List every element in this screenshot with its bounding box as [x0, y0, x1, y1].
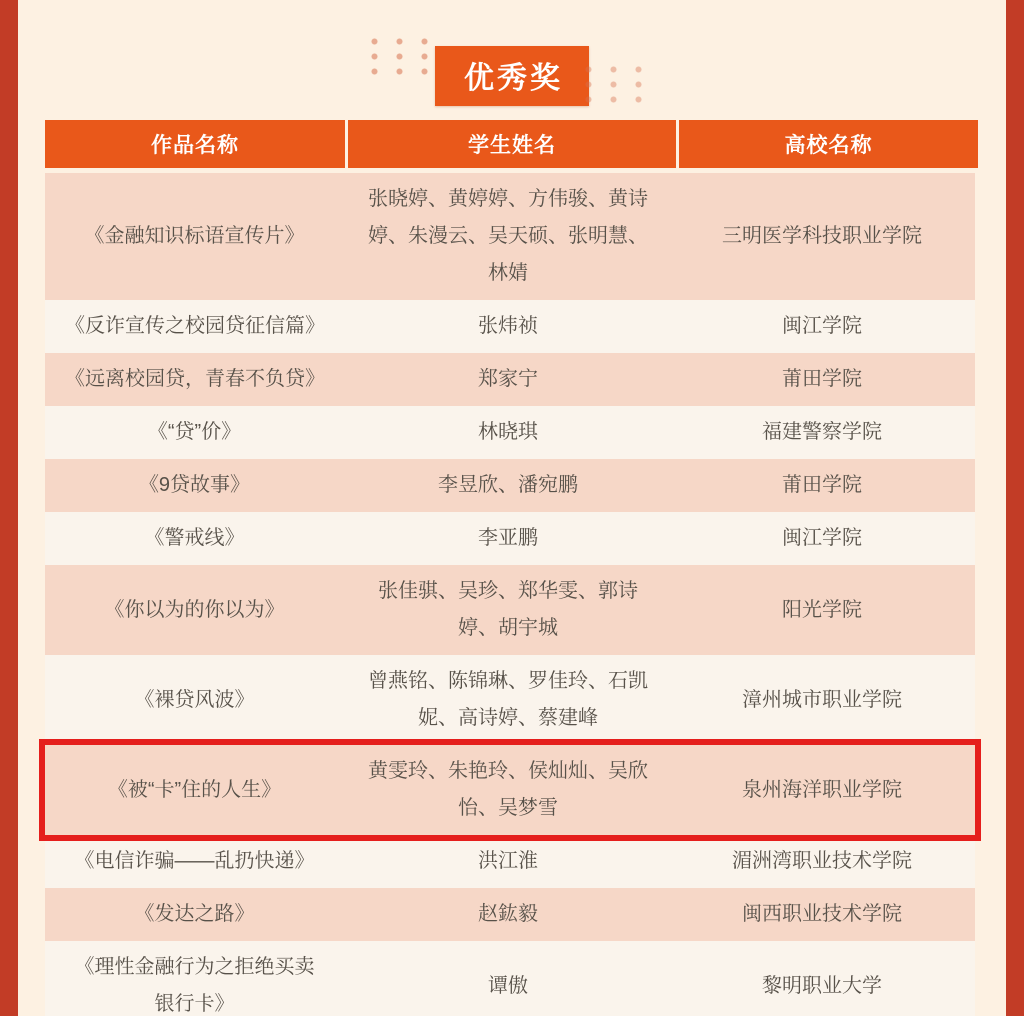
- student-names-cell: 郑家宁: [478, 368, 538, 390]
- work-title-cell: 《反诈宣传之校园贷征信篇》: [65, 315, 325, 337]
- school-name-cell: 漳州城市职业学院: [742, 688, 902, 711]
- student-names-cell: 张炜祯: [478, 315, 538, 337]
- dots-decoration-right-icon: [572, 60, 658, 104]
- school-name-cell: 闽西职业技术学院: [742, 903, 902, 925]
- table-row: [45, 565, 975, 655]
- table-body: [45, 173, 975, 1016]
- school-name-cell: 福建警察学院: [762, 421, 882, 443]
- table-row: [45, 655, 975, 745]
- school-name-cell: 阳光学院: [782, 598, 862, 621]
- table-row: [45, 173, 975, 300]
- header-student-names: 学生姓名: [348, 120, 676, 168]
- work-title-cell: 《发达之路》: [134, 903, 255, 925]
- student-names-cell: 曾燕铭、陈锦琳、罗佳玲、石凯妮、高诗婷、蔡建峰: [368, 670, 648, 729]
- student-names-cell: 洪江淮: [478, 850, 538, 872]
- student-names-cell: 张佳骐、吴珍、郑华雯、郭诗婷、胡宇城: [378, 580, 638, 639]
- table-row: [45, 300, 975, 353]
- school-name-cell: 泉州海洋职业学院: [742, 778, 902, 801]
- school-name-cell: 闽江学院: [782, 315, 862, 337]
- student-names-cell: 李亚鹏: [478, 527, 538, 549]
- table-row: [45, 459, 975, 512]
- work-title-cell: 《金融知识标语宣传片》: [84, 225, 305, 247]
- table-row: [45, 745, 975, 835]
- table-row: [45, 512, 975, 565]
- table-row: [45, 835, 975, 888]
- header-school-name: 高校名称: [679, 120, 978, 168]
- school-name-cell: 三明医学科技职业学院: [722, 225, 922, 247]
- school-name-cell: 莆田学院: [782, 368, 862, 390]
- work-title-cell: 《“贷”价》: [147, 421, 242, 443]
- work-title-cell: 《警戒线》: [144, 527, 245, 549]
- student-names-cell: 谭傲: [488, 974, 528, 997]
- table-row: [45, 941, 975, 1016]
- table-header-row: [45, 120, 975, 168]
- work-title-cell: 《被“卡”住的人生》: [107, 778, 282, 801]
- work-title-cell: 《裸贷风波》: [134, 688, 255, 711]
- left-red-border: [0, 0, 18, 1016]
- student-names-cell: 张晓婷、黄婷婷、方伟骏、黄诗婷、朱漫云、吴天硕、张明慧、林婧: [368, 188, 648, 284]
- work-title-cell: 《你以为的你以为》: [104, 598, 285, 621]
- student-names-cell: 赵鈜毅: [478, 903, 538, 925]
- school-name-cell: 黎明职业大学: [762, 974, 882, 997]
- table-row: [45, 406, 975, 459]
- award-title-area: [0, 0, 1024, 120]
- work-title-cell: 《9贷故事》: [138, 474, 251, 496]
- student-names-cell: 林晓琪: [478, 421, 538, 443]
- school-name-cell: 湄洲湾职业技术学院: [732, 850, 912, 872]
- awards-table: [45, 120, 975, 1016]
- dots-decoration-left-icon: [358, 32, 444, 76]
- right-red-border: [1006, 0, 1024, 1016]
- work-title-cell: 《电信诈骗——乱扔快递》: [74, 850, 315, 872]
- school-name-cell: 闽江学院: [782, 527, 862, 549]
- table-row: [45, 353, 975, 406]
- student-names-cell: 李昱欣、潘宛鹏: [438, 474, 578, 496]
- header-work-title: 作品名称: [45, 120, 345, 168]
- school-name-cell: 莆田学院: [782, 474, 862, 496]
- student-names-cell: 黄雯玲、朱艳玲、侯灿灿、吴欣怡、吴梦雪: [368, 760, 648, 819]
- work-title-cell: 《远离校园贷，青春不负贷》: [65, 368, 325, 390]
- award-badge: 优秀奖: [435, 46, 589, 106]
- work-title-cell: 《理性金融行为之拒绝买卖银行卡》: [74, 956, 315, 1015]
- table-row: [45, 888, 975, 941]
